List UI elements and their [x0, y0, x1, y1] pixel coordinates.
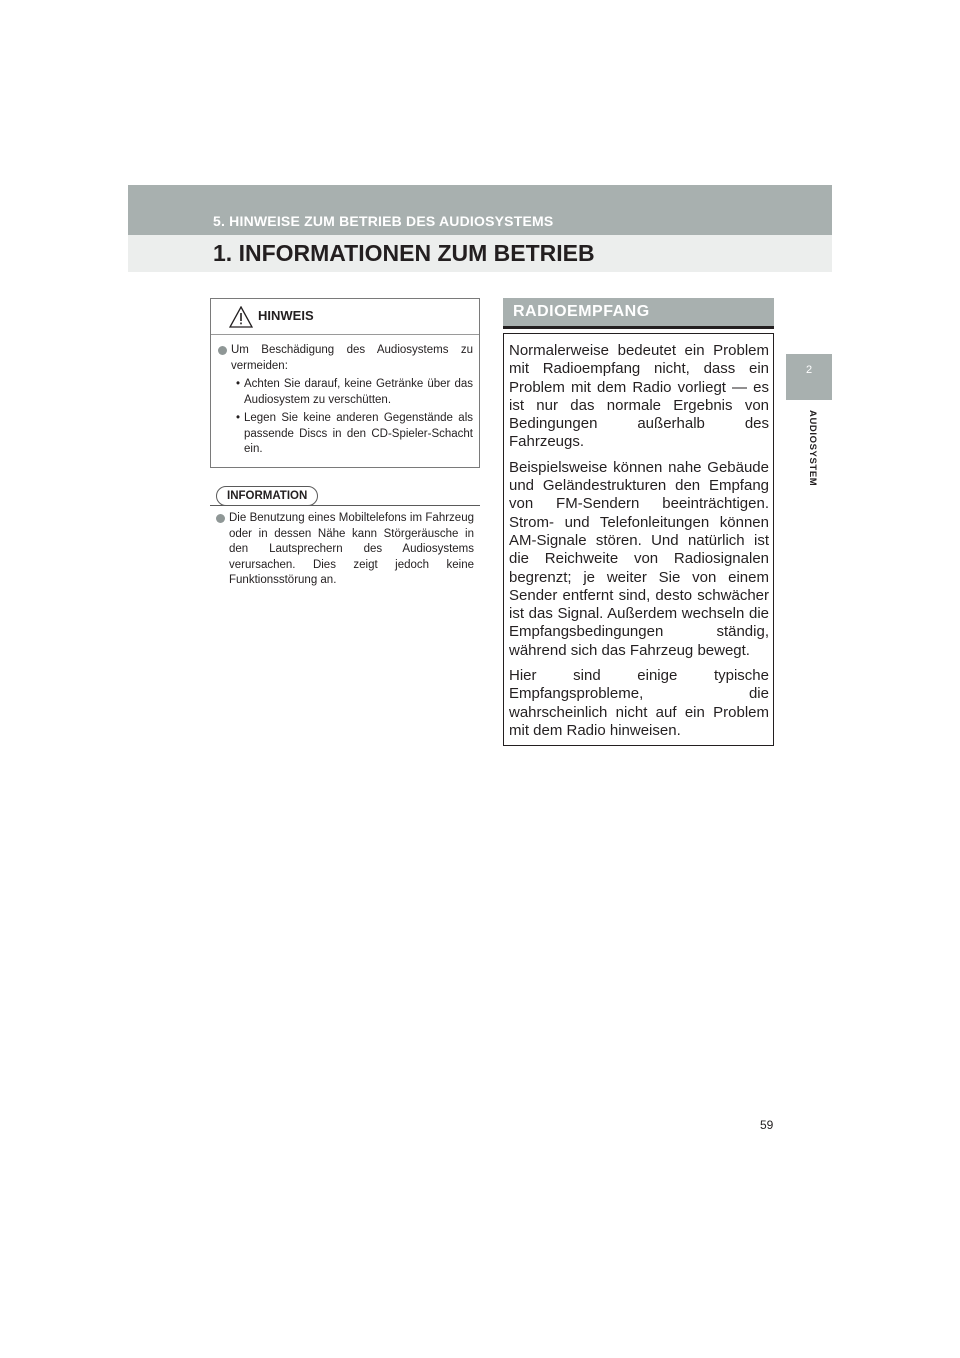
- radio-header-rule: [503, 326, 774, 329]
- hinweis-bullet: [218, 343, 473, 458]
- radio-paragraph: Beispielsweise können nahe Gebäude und Geländestrukturen den Empfang von FM-Sendern beeinträchtigen. Strom- und Telefonleitungen können AM-Signale stören. Und natürlich ist die Reichweite von Radiosignalen begrenzt; je weiter Sie von einem Sender entfernt sind, desto schwächer ist das Signal. Außerdem wechseln die Empfangsbedingungen ständig, während sich das Fahrzeug bewegt.: [509, 458, 769, 659]
- hinweis-sub-item-text: Achten Sie darauf, keine Getränke über das Audiosystem zu verschütten.: [244, 378, 473, 406]
- radio-paragraph: Hier sind einige typische Empfangsprobleme, die wahrscheinlich nicht auf ein Problem mit dem Radio hinweisen.: [509, 667, 769, 739]
- page-number: 59: [760, 1118, 774, 1132]
- radio-paragraph: Normalerweise bedeutet ein Problem mit Radioempfang nicht, dass ein Problem mit dem Radio vorliegt — es ist nur das normale Ergebnis von Bedingungen außerhalb des Fahrzeugs.: [509, 342, 769, 451]
- page-title: 1. INFORMATIONEN ZUM BETRIEB: [213, 240, 595, 266]
- radio-section-title: RADIOEMPFANG: [513, 303, 650, 320]
- bullet-dot-icon: [218, 346, 227, 355]
- hinweis-divider: [211, 334, 479, 335]
- information-badge: INFORMATION: [216, 486, 318, 506]
- hinweis-sub-item: • Legen Sie keine anderen Gegenstände als passende Discs in den CD-Spieler-Schacht ein.: [218, 411, 473, 458]
- hinweis-box: [210, 298, 480, 468]
- information-bullet-text: Die Benutzung eines Mobiltelefons im Fahrzeug oder in dessen Nähe kann Störgeräusche in den Lautsprechern des Audiosystems verursachen. Dies zeigt jedoch keine Funktionsstörung an.: [229, 512, 474, 586]
- section-label: 5. HINWEISE ZUM BETRIEB DES AUDIOSYSTEMS: [213, 213, 554, 229]
- hinweis-sub-item-text: Legen Sie keine anderen Gegenstände als passende Discs in den CD-Spieler-Schacht ein.: [244, 412, 473, 455]
- information-bullet: [216, 511, 474, 589]
- bullet-dot-icon: [216, 514, 225, 523]
- hinweis-bullet-text: Um Beschädigung des Audiosystems zu vermeiden:: [231, 344, 473, 372]
- hinweis-title: HINWEIS: [258, 308, 314, 323]
- radio-content: [509, 342, 769, 747]
- chapter-label: AUDIOSYSTEM: [807, 410, 818, 487]
- hinweis-header: [211, 299, 479, 333]
- chapter-number: 2: [805, 364, 813, 376]
- warning-triangle-icon: [229, 306, 253, 328]
- hinweis-sub-item: • Achten Sie darauf, keine Getränke über das Audiosystem zu verschütten.: [218, 377, 473, 408]
- information-divider: [210, 505, 480, 506]
- chapter-label-vertical: [807, 410, 826, 510]
- chapter-tab: [786, 354, 832, 400]
